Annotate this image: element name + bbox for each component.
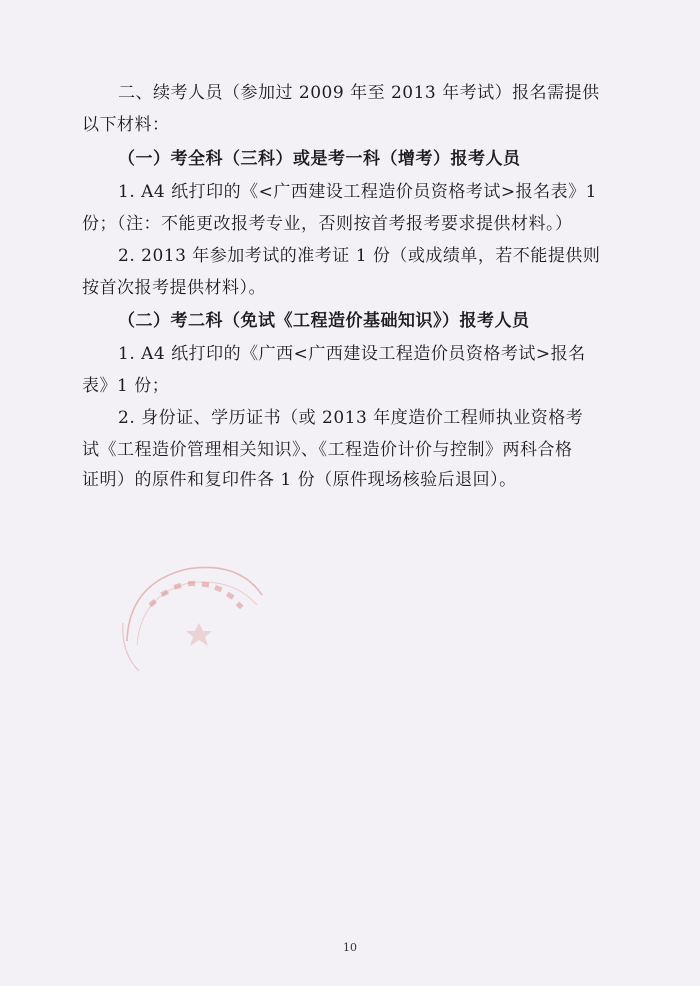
sub1-item2-line-1: 2. 2013 年参加考试的准考证 1 份（或成绩单，若不能提供则: [118, 246, 601, 266]
subsection-2-title: （二）考二科（免试《工程造价基础知识》）报考人员: [118, 311, 530, 331]
sub1-item1-line-1: 1. A4 纸打印的《<广西建设工程造价员资格考试>报名表》1: [118, 182, 597, 202]
sub2-item2-line-3: 证明）的原件和复印件各 1 份（原件现场核验后退回）。: [82, 470, 517, 490]
sub1-item2-line-2: 按首次报考提供材料）。: [82, 278, 266, 298]
sub2-item1-line-1: 1. A4 纸打印的《广西<广西建设工程造价员资格考试>报名: [118, 344, 586, 364]
sub1-item1-line-2: 份；（注：不能更改报考专业，否则按首考报考要求提供材料。）: [82, 214, 573, 234]
section-heading-line-1: 二、续考人员（参加过 2009 年至 2013 年考试）报名需提供: [118, 83, 600, 103]
official-seal-stamp: [117, 553, 267, 673]
sub2-item2-line-2: 试《工程造价管理相关知识》、《工程造价计价与控制》两科合格: [82, 440, 573, 460]
sub2-item1-line-2: 表》1 份；: [82, 376, 170, 396]
sub2-item2-line-1: 2. 身份证、学历证书（或 2013 年度造价工程师执业资格考: [118, 408, 584, 428]
subsection-1-title: （一）考全科（三科）或是考一科（增考）报考人员: [118, 149, 521, 169]
section-heading-line-2: 以下材料：: [82, 115, 170, 135]
page-number: 10: [343, 941, 357, 954]
